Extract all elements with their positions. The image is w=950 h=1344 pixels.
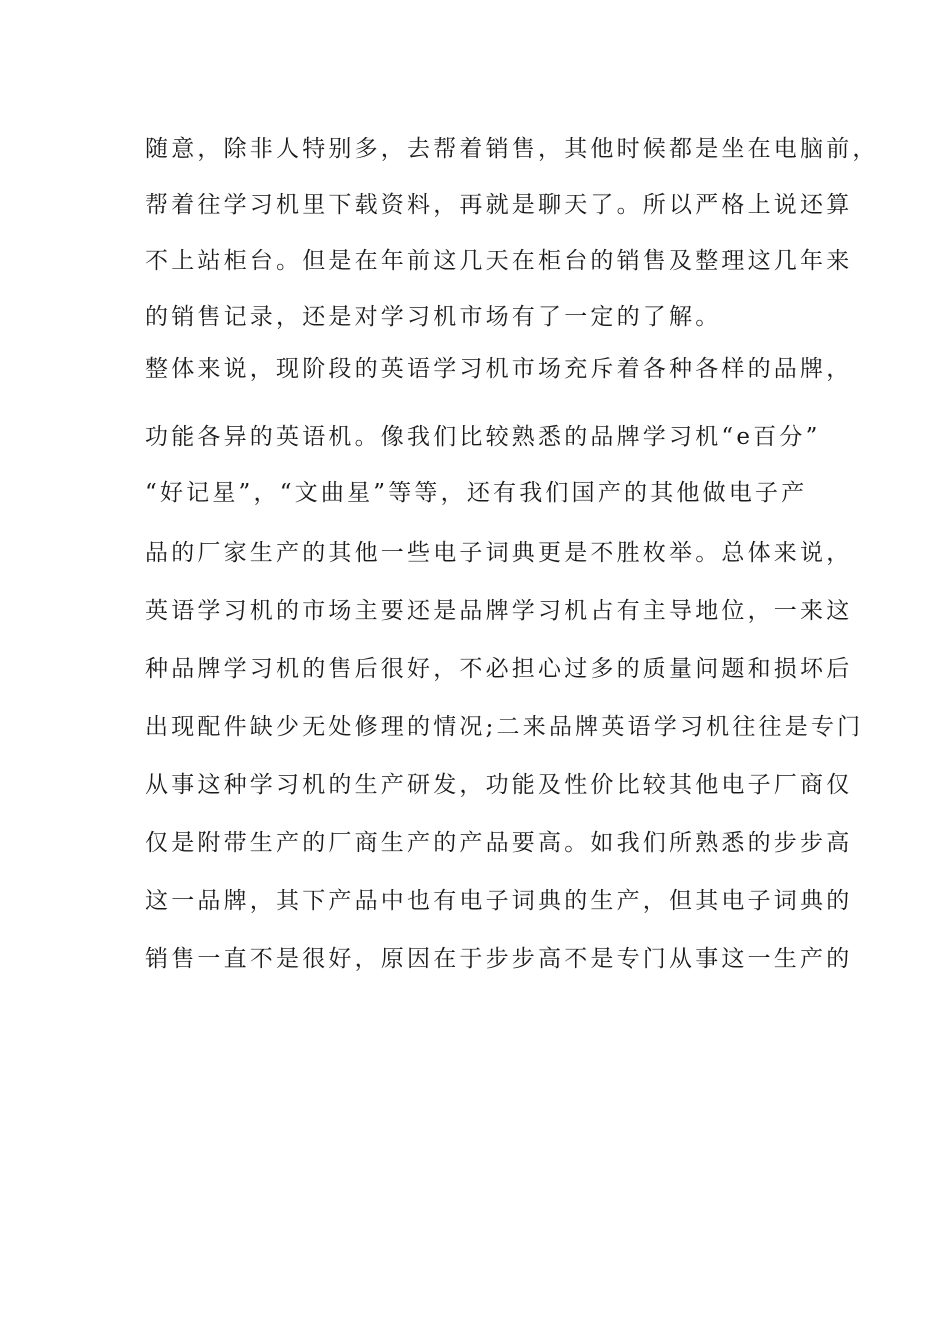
text-line: 不上站柜台。但是在年前这几天在柜台的销售及整理这几年来: [145, 248, 853, 274]
text-line: 从事这种学习机的生产研发，功能及性价比较其他电子厂商仅: [145, 772, 853, 798]
text-line: 随意，除非人特别多，去帮着销售，其他时候都是坐在电脑前，: [145, 136, 879, 162]
text-line: 的销售记录，还是对学习机市场有了一定的了解。: [145, 304, 722, 330]
text-line: 出现配件缺少无处修理的情况;二来品牌英语学习机往往是专门: [145, 714, 864, 740]
text-line: 销售一直不是很好，原因在于步步高不是专门从事这一生产的: [145, 946, 853, 972]
text-line: 仅是附带生产的厂商生产的产品要高。如我们所熟悉的步步高: [145, 830, 853, 856]
text-line: 英语学习机的市场主要还是品牌学习机占有主导地位，一来这: [145, 598, 853, 624]
text-line: 整体来说，现阶段的英语学习机市场充斥着各种各样的品牌，: [145, 356, 853, 382]
text-line: 功能各异的英语机。像我们比较熟悉的品牌学习机“e百分”: [145, 424, 821, 450]
text-line: 帮着往学习机里下载资料，再就是聊天了。所以严格上说还算: [145, 192, 853, 218]
text-line: 种品牌学习机的售后很好，不必担心过多的质量问题和损坏后: [145, 656, 853, 682]
text-line: 品的厂家生产的其他一些电子词典更是不胜枚举。总体来说，: [145, 540, 853, 566]
text-line: “好记星”，“文曲星”等等，还有我们国产的其他做电子产: [145, 480, 808, 506]
text-line: 这一品牌，其下产品中也有电子词典的生产，但其电子词典的: [145, 888, 853, 914]
document-body: [145, 128, 879, 996]
